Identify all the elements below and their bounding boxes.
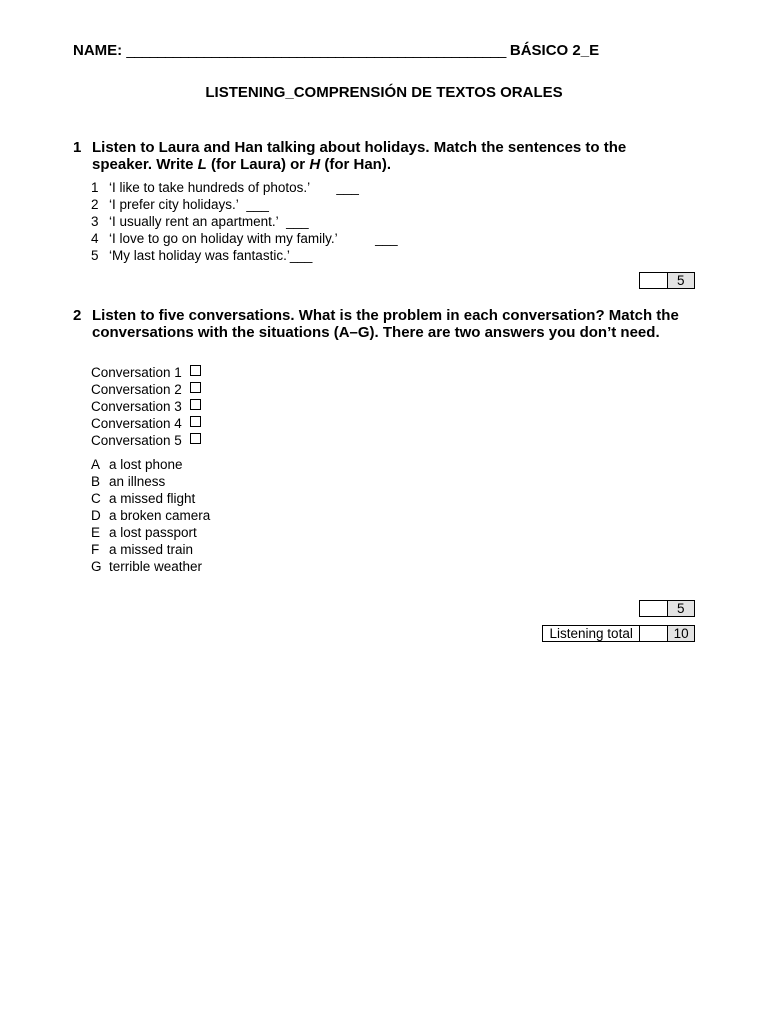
conversation-item bbox=[91, 381, 201, 398]
option-letter: A bbox=[91, 457, 101, 472]
score-input-cell[interactable] bbox=[640, 273, 667, 288]
option-letter: F bbox=[91, 542, 100, 557]
option-text: a lost phone bbox=[109, 457, 183, 472]
option-letter: G bbox=[91, 559, 102, 574]
header bbox=[73, 42, 693, 59]
list-item bbox=[91, 213, 398, 230]
listening-total-label: Listening total bbox=[549, 626, 633, 641]
question-1-instruction bbox=[92, 139, 682, 173]
conversation-list bbox=[91, 364, 201, 449]
option-letter: E bbox=[91, 525, 101, 540]
conversation-item bbox=[91, 398, 201, 415]
conversation-item bbox=[91, 432, 201, 449]
listening-total-box bbox=[542, 625, 695, 642]
option-letter: B bbox=[91, 474, 101, 489]
item-gap bbox=[338, 230, 376, 247]
answer-blank[interactable]: ___ bbox=[289, 248, 313, 263]
level-label: BÁSICO 2_E bbox=[509, 42, 600, 59]
answer-blank[interactable]: ___ bbox=[246, 197, 269, 212]
list-item bbox=[91, 490, 210, 507]
answer-checkbox[interactable] bbox=[190, 433, 201, 444]
question-2-number: 2 bbox=[73, 307, 82, 324]
name-label: NAME: bbox=[73, 42, 123, 59]
page-title: LISTENING_COMPRENSIÓN DE TEXTOS ORALES bbox=[205, 84, 563, 101]
item-number: 3 bbox=[91, 214, 99, 229]
list-item bbox=[91, 524, 210, 541]
option-text: terrible weather bbox=[109, 559, 203, 574]
score-max: 5 bbox=[667, 273, 695, 288]
item-text: ‘I usually rent an apartment.’ bbox=[109, 214, 279, 229]
answer-blank[interactable]: ___ bbox=[286, 214, 309, 229]
answer-checkbox[interactable] bbox=[190, 365, 201, 376]
option-text: an illness bbox=[109, 474, 166, 489]
item-text: ‘I prefer city holidays.’ bbox=[109, 197, 239, 212]
answer-checkbox[interactable] bbox=[190, 399, 201, 410]
name-line[interactable]: _________________________________________________ bbox=[126, 42, 506, 59]
answer-blank[interactable]: ___ bbox=[375, 231, 398, 246]
total-input-cell[interactable] bbox=[639, 626, 667, 641]
question-1-number: 1 bbox=[73, 139, 82, 156]
list-item bbox=[91, 558, 210, 575]
list-item bbox=[91, 230, 398, 247]
answer-checkbox[interactable] bbox=[190, 416, 201, 427]
list-item bbox=[91, 456, 210, 473]
list-item bbox=[91, 247, 398, 264]
q1-letter-l: L bbox=[197, 156, 207, 173]
item-number: 1 bbox=[91, 180, 99, 195]
question-2-instruction: Listen to five conversations. What is the problem in each conversation? Match the conversations with the situations (A–G). There are two answers you don’t need. bbox=[92, 307, 679, 341]
list-item bbox=[91, 507, 210, 524]
list-item bbox=[91, 196, 398, 213]
conversation-item bbox=[91, 364, 201, 381]
question-1-score-box bbox=[639, 272, 695, 289]
item-number: 2 bbox=[91, 197, 99, 212]
conversation-label: Conversation 2 bbox=[91, 382, 182, 397]
conversation-label: Conversation 5 bbox=[91, 433, 182, 448]
q1-instruction-c: (for Han). bbox=[320, 156, 391, 173]
item-number: 4 bbox=[91, 231, 99, 246]
item-text: ‘I love to go on holiday with my family.’ bbox=[109, 231, 338, 246]
score-input-cell[interactable] bbox=[640, 601, 667, 616]
option-letter: D bbox=[91, 508, 101, 523]
option-text: a broken camera bbox=[109, 508, 211, 523]
option-text: a lost passport bbox=[109, 525, 197, 540]
item-gap bbox=[310, 179, 336, 196]
list-item bbox=[91, 541, 210, 558]
question-1-items bbox=[91, 179, 398, 264]
conversation-item bbox=[91, 415, 201, 432]
option-text: a missed train bbox=[109, 542, 194, 557]
score-max: 5 bbox=[667, 601, 695, 616]
q1-instruction-b: (for Laura) or bbox=[206, 156, 310, 173]
item-text: ‘I like to take hundreds of photos.’ bbox=[109, 180, 311, 195]
conversation-label: Conversation 3 bbox=[91, 399, 182, 414]
conversation-label: Conversation 4 bbox=[91, 416, 182, 431]
item-text: ‘My last holiday was fantastic.’ bbox=[109, 248, 290, 263]
list-item bbox=[91, 473, 210, 490]
option-text: a missed flight bbox=[109, 491, 196, 506]
question-2-score-box bbox=[639, 600, 695, 617]
answer-checkbox[interactable] bbox=[190, 382, 201, 393]
q1-instruction-a: Listen to Laura and Han talking about holidays. Match the sentences to the speaker. Write bbox=[92, 139, 627, 173]
list-item bbox=[91, 179, 398, 196]
q1-letter-h: H bbox=[309, 156, 321, 173]
item-number: 5 bbox=[91, 248, 99, 263]
situation-options bbox=[91, 456, 210, 575]
item-gap bbox=[279, 213, 287, 230]
conversation-label: Conversation 1 bbox=[91, 365, 182, 380]
total-max: 10 bbox=[667, 626, 694, 641]
answer-blank[interactable]: ___ bbox=[336, 180, 359, 195]
option-letter: C bbox=[91, 491, 101, 506]
